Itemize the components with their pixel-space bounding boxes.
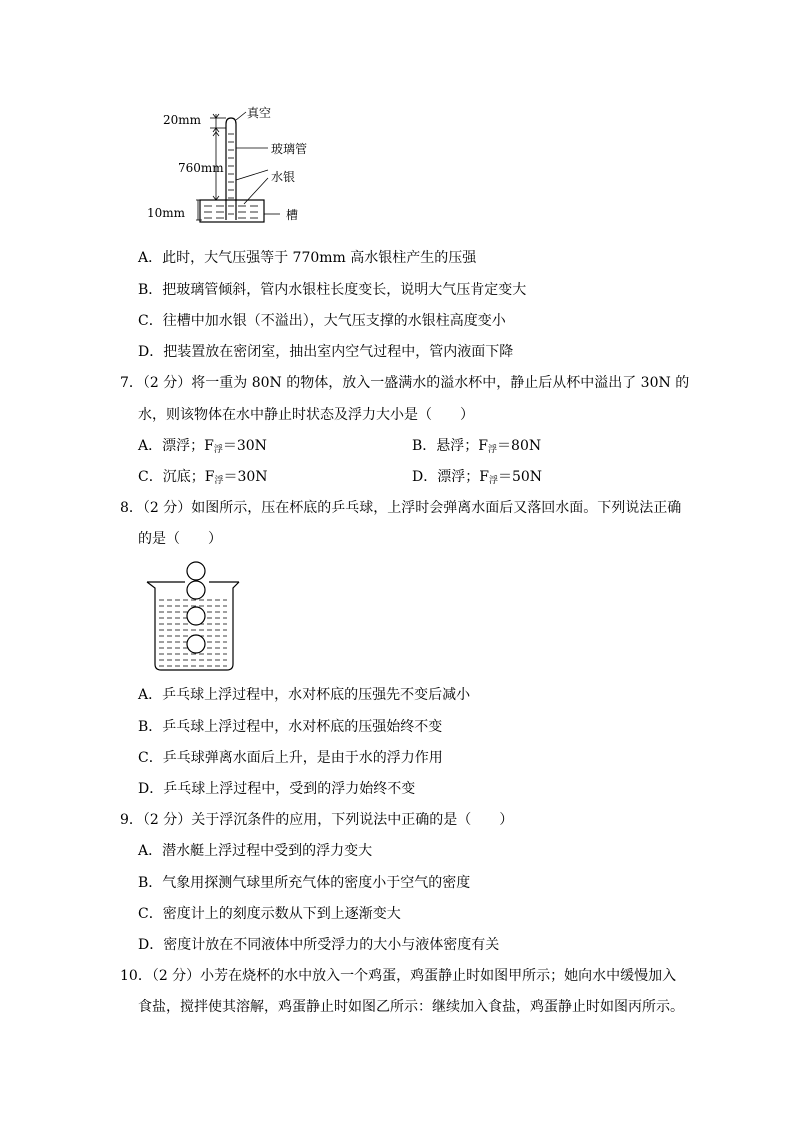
beaker-diagram	[143, 558, 243, 674]
q6-option-a: A．此时，大气压强等于 770mm 高水银柱产生的压强	[138, 250, 477, 266]
q6-option-d: D．把装置放在密闭室，抽出室内空气过程中，管内液面下降	[138, 344, 514, 360]
label-trough: 槽	[286, 208, 299, 222]
q8-stem-line2: 的是（ ）	[138, 531, 222, 547]
q8-stem-line1: 8．（2 分）如图所示，压在杯底的乒乓球，上浮时会弹离水面后又落回水面。下列说法正确	[120, 500, 682, 516]
q7-option-b: B．悬浮；$F_浮=80N$	[412, 438, 542, 455]
label-10mm: 10mm	[147, 206, 186, 220]
torricelli-figure	[140, 100, 340, 230]
label-mercury: 水银	[271, 170, 296, 184]
q7-option-d: D．漂浮；$F_浮=50N$	[412, 469, 543, 486]
beaker-figure	[143, 558, 243, 674]
q7-option-c: C．沉底；$F_浮=30N$	[138, 469, 268, 486]
q9-option-d: D．密度计放在不同液体中所受浮力的大小与液体密度有关	[138, 937, 500, 953]
q7-stem-line2: 水，则该物体在水中静止时状态及浮力大小是（ ）	[138, 407, 474, 423]
q8-option-d: D．乒乓球上浮过程中，受到的浮力始终不变	[138, 781, 416, 797]
q9-option-b: B．气象用探测气球里所充气体的密度小于空气的密度	[138, 875, 471, 891]
label-tube: 玻璃管	[271, 142, 308, 156]
label-20mm: 20mm	[163, 113, 202, 127]
q6-option-b: B．把玻璃管倾斜，管内水银柱长度变长，说明大气压肯定变大	[138, 282, 527, 298]
label-760mm: 760mm	[178, 161, 224, 175]
q10-stem-line2: 食盐，搅拌使其溶解，鸡蛋静止时如图乙所示：继续加入食盐，鸡蛋静止时如图丙所示。	[138, 999, 684, 1015]
q9-option-a: A．潜水艇上浮过程中受到的浮力变大	[138, 843, 373, 859]
q9-option-c: C．密度计上的刻度示数从下到上逐渐变大	[138, 906, 401, 922]
q8-option-c: C．乒乓球弹离水面后上升，是由于水的浮力作用	[138, 750, 443, 766]
q8-option-a: A．乒乓球上浮过程中，水对杯底的压强先不变后减小	[138, 687, 471, 703]
q10-stem-line1: 10．（2 分）小芳在烧杯的水中放入一个鸡蛋，鸡蛋静止时如图甲所示；她向水中缓慢加入	[120, 968, 677, 984]
q8-option-b: B．乒乓球上浮过程中，水对杯底的压强始终不变	[138, 719, 443, 735]
q9-stem: 9．（2 分）关于浮沉条件的应用，下列说法中正确的是（ ）	[120, 812, 514, 828]
q7-stem-line1: 7．（2 分）将一重为 80N 的物体，放入一盛满水的溢水杯中，静止后从杯中溢出了 30N 的	[120, 375, 690, 391]
q7-option-a: A．漂浮；$F_浮=30N$	[138, 438, 267, 455]
label-vacuum: 真空	[247, 106, 272, 120]
q6-option-c: C．往槽中加水银（不溢出），大气压支撑的水银柱高度变小	[138, 313, 506, 329]
